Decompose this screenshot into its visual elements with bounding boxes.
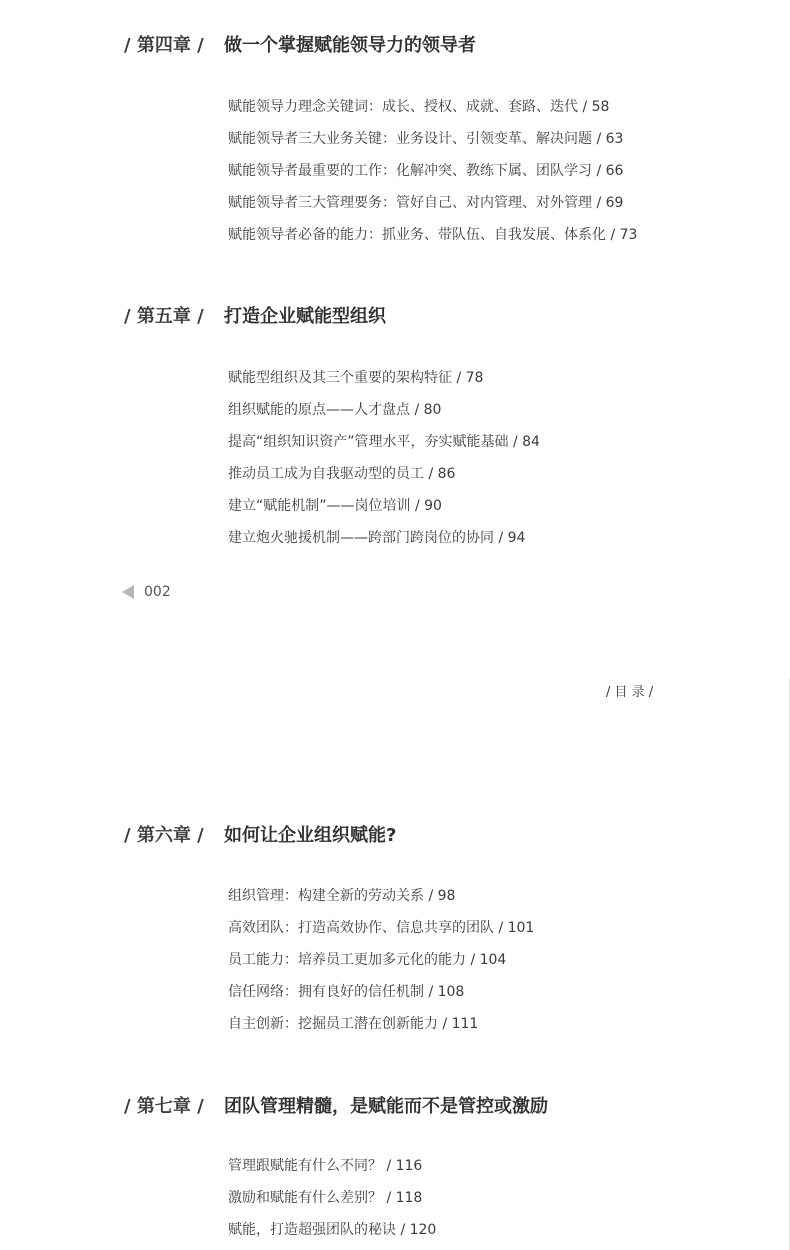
chapter-title: 打造企业赋能型组织 (224, 306, 386, 327)
chapter-heading (124, 1091, 548, 1119)
chapter-title: 如何让企业组织赋能? (224, 825, 397, 846)
toc-entry[interactable]: 赋能领导者必备的能力：抓业务、带队伍、自我发展、体系化 / 73 (228, 227, 638, 243)
toc-entry[interactable]: 信任网络：拥有良好的信任机制 / 108 (228, 984, 465, 1000)
chapter-number: / 第四章 / (124, 35, 204, 56)
chapter-number: / 第七章 / (124, 1096, 204, 1117)
toc-entry[interactable]: 组织赋能的原点——人才盘点 / 80 (228, 402, 442, 418)
toc-entry[interactable]: 建立“赋能机制”——岗位培训 / 90 (228, 498, 442, 514)
toc-entry[interactable]: 推动员工成为自我驱动型的员工 / 86 (228, 466, 456, 482)
toc-entry[interactable]: 赋能领导者三大业务关键：业务设计、引领变革、解决问题 / 63 (228, 131, 624, 147)
chapter-number: / 第六章 / (124, 825, 204, 846)
chapter-heading (124, 820, 396, 848)
triangle-left-icon (122, 585, 134, 599)
toc-list (228, 91, 637, 251)
toc-entry[interactable]: 员工能力：培养员工更加多元化的能力 / 104 (228, 952, 507, 968)
chapter-number: / 第五章 / (124, 306, 204, 327)
toc-entry[interactable]: 建立炮火驰援机制——跨部门跨岗位的协同 / 94 (228, 530, 526, 546)
section-label: / 目 录 / (606, 685, 654, 700)
toc-entry[interactable]: 管理跟赋能有什么不同？ / 116 (228, 1158, 423, 1174)
toc-entry[interactable]: 高效团队：打造高效协作、信息共享的团队 / 101 (228, 920, 535, 936)
toc-entry[interactable]: 组织管理：构建全新的劳动关系 / 98 (228, 888, 456, 904)
toc-entry[interactable]: 自主创新：挖掘员工潜在创新能力 / 111 (228, 1016, 479, 1032)
toc-entry[interactable]: 赋能领导力理念关键词：成长、授权、成就、套路、迭代 / 58 (228, 99, 610, 115)
page-number-marker (122, 583, 171, 601)
toc-entry[interactable]: 赋能领导者最重要的工作：化解冲突、教练下属、团队学习 / 66 (228, 163, 624, 179)
chapter-title: 做一个掌握赋能领导力的领导者 (224, 35, 476, 56)
toc-entry[interactable]: 赋能型组织及其三个重要的架构特征 / 78 (228, 370, 484, 386)
toc-list (228, 1150, 436, 1246)
toc-entry[interactable]: 激励和赋能有什么差别？ / 118 (228, 1190, 423, 1206)
toc-list (228, 880, 534, 1040)
toc-entry[interactable]: 赋能领导者三大管理要务：管好自己、对内管理、对外管理 / 69 (228, 195, 624, 211)
toc-entry[interactable]: 赋能，打造超强团队的秘诀 / 120 (228, 1222, 437, 1238)
chapter-heading (124, 30, 476, 58)
chapter-title: 团队管理精髓，是赋能而不是管控或激励 (224, 1096, 548, 1117)
page-number: 002 (144, 584, 171, 600)
toc-list (228, 362, 540, 554)
chapter-heading (124, 301, 386, 329)
toc-entry[interactable]: 提高“组织知识资产”管理水平，夯实赋能基础 / 84 (228, 434, 540, 450)
